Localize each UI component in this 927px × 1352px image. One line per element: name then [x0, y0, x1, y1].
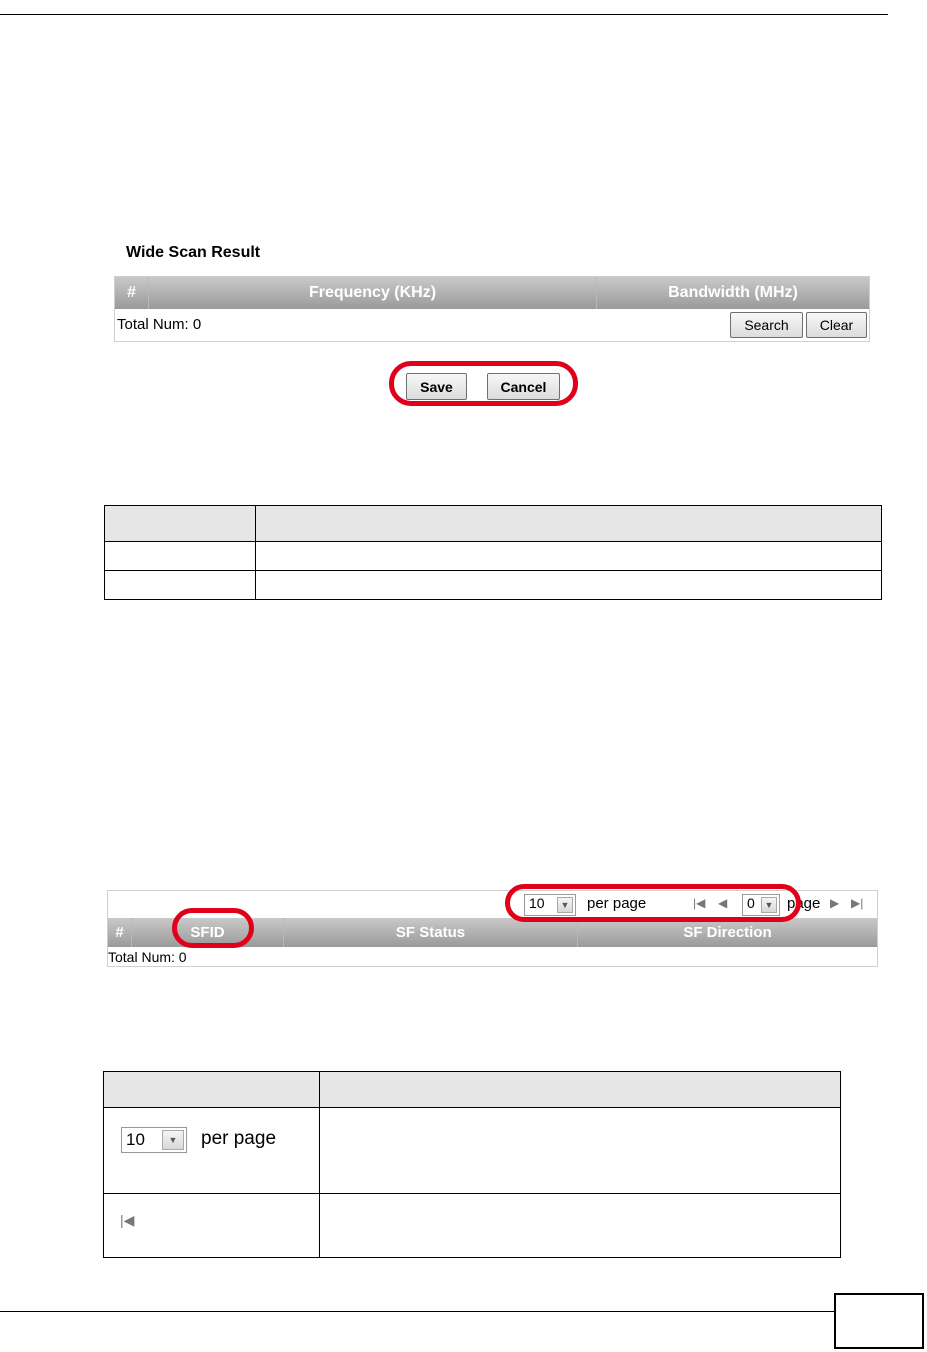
first-page-icon: |◀ — [120, 1212, 135, 1228]
sf-total: Total Num: 0 — [108, 949, 187, 965]
column-header-frequency: Frequency (KHz) — [149, 277, 597, 309]
dropdown-arrow-icon: ▼ — [162, 1130, 184, 1150]
table-cell — [320, 1108, 841, 1194]
wide-scan-title: Wide Scan Result — [126, 244, 261, 261]
column-header-bandwidth: Bandwidth (MHz) — [668, 284, 798, 301]
search-button[interactable]: Search — [730, 312, 803, 338]
field-table-2 — [103, 1071, 841, 1258]
table-cell — [256, 542, 882, 571]
dropdown-arrow-icon: ▼ — [761, 897, 777, 913]
column-header-sf-status: SF Status — [284, 918, 578, 947]
field-table-2-header-description — [320, 1072, 841, 1108]
column-header-sfid: SFID — [132, 918, 284, 947]
per-page-label: per page — [587, 895, 647, 912]
previous-page-icon[interactable]: ◀ — [718, 896, 728, 910]
page-select[interactable] — [742, 894, 780, 916]
table-cell — [320, 1194, 841, 1258]
column-header-index: # — [115, 277, 149, 309]
save-button[interactable]: Save — [406, 373, 467, 400]
cancel-button[interactable]: Cancel — [487, 373, 560, 400]
header-rule — [0, 14, 888, 15]
wide-scan-total: Total Num: 0 — [117, 316, 202, 333]
field-table-1 — [104, 505, 882, 600]
table-cell — [256, 571, 882, 600]
column-header-sf-direction: SF Direction — [683, 924, 772, 941]
clear-button[interactable]: Clear — [806, 312, 867, 338]
first-page-icon[interactable]: |◀ — [693, 896, 706, 910]
sf-header-row — [108, 918, 877, 947]
page-value: 0 — [747, 895, 755, 911]
per-page-select[interactable] — [524, 894, 576, 916]
field-table-2-header-label — [104, 1072, 320, 1108]
column-header-index: # — [108, 918, 132, 947]
table-cell — [104, 1108, 320, 1194]
wide-scan-header-row — [115, 277, 869, 309]
next-page-icon[interactable]: ▶ — [830, 896, 840, 910]
table-cell — [105, 571, 256, 600]
page-label: page — [787, 895, 821, 912]
dropdown-arrow-icon: ▼ — [557, 897, 573, 913]
field-table-1-header-description — [256, 506, 882, 542]
footer-rule — [0, 1311, 836, 1312]
page-number-box — [834, 1293, 924, 1349]
example-per-page-select — [121, 1127, 187, 1153]
table-cell — [104, 1194, 320, 1258]
table-cell — [105, 542, 256, 571]
last-page-icon[interactable]: ▶| — [851, 896, 864, 910]
per-page-value: 10 — [529, 895, 545, 911]
field-table-1-header-label — [105, 506, 256, 542]
example-per-page-value: 10 — [126, 1130, 145, 1149]
example-per-page-label: per page — [201, 1128, 277, 1149]
